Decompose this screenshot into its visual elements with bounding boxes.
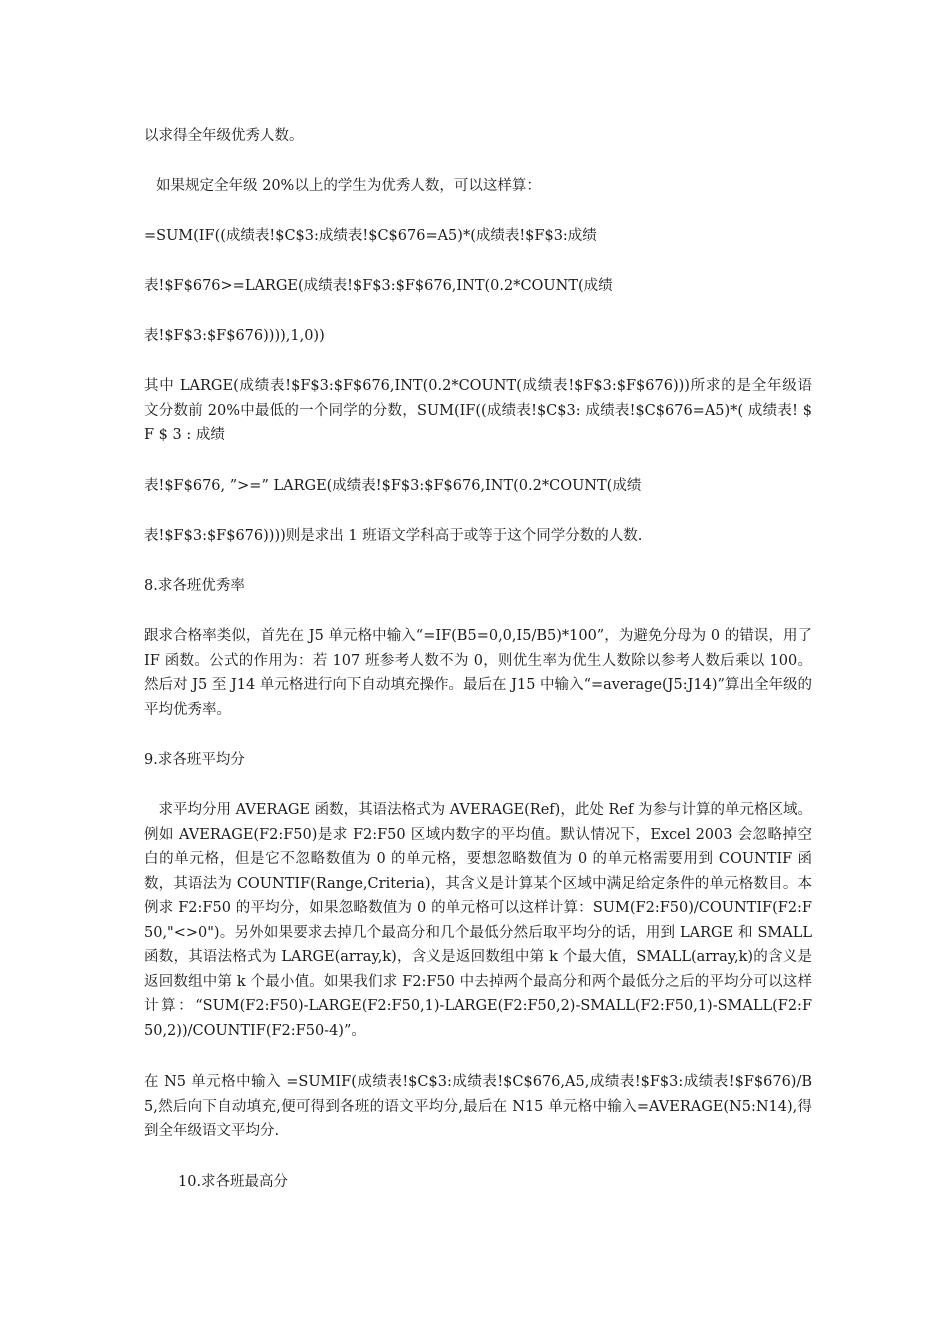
paragraph-intro: 以求得全年级优秀人数。: [144, 128, 304, 144]
section-heading-9: 9.求各班平均分: [144, 752, 245, 768]
formula-line-3: 表!$F$3:$F$676)))),1,0)): [144, 328, 325, 344]
paragraph-formula-continued: 表!$F$676, ”>=” LARGE(成绩表!$F$3:$F$676,INT(0.2*COUNT(成绩: [144, 478, 642, 494]
paragraph-excellence-rule: 如果规定全年级 20%以上的学生为优秀人数，可以这样算：: [156, 178, 541, 194]
section-heading-8: 8.求各班优秀率: [144, 578, 245, 594]
section-heading-10: 10.求各班最高分: [178, 1174, 289, 1190]
paragraph-excellence-rate: 跟求合格率类似，首先在 J5 单元格中输入“=IF(B5=0,0,I5/B5)*100”，为避免分母为 0 的错误，用了 IF 函数。公式的作用为：若 107 班参考人数不为 0，则优生率为优生人数除以参考人数后乘以 100。然后对 J5 至 J14 单元格进行向下自动填充操作。最后在 J15 中输入“=average(J5:J14)”算出全年级的平均优秀率。: [144, 628, 812, 718]
paragraph-large-explanation: 其中 LARGE(成绩表!$F$3:$F$676,INT(0.2*COUNT(成绩表!$F$3:$F$676)))所求的是全年级语文分数前 20%中最低的一个同学的分数，SUM(IF((成绩表!$C$3: 成绩表!$C$676=A5)*( 成绩表! $ F $ 3 : 成绩: [144, 378, 812, 443]
paragraph-formula-result: 表!$F$3:$F$676))))则是求出 1 班语文学科高于或等于这个同学分数的人数.: [144, 528, 643, 544]
formula-line-1: =SUM(IF((成绩表!$C$3:成绩表!$C$676=A5)*(成绩表!$F$3:成绩: [144, 228, 597, 244]
formula-line-2: 表!$F$676>=LARGE(成绩表!$F$3:$F$676,INT(0.2*COUNT(成绩: [144, 278, 613, 294]
paragraph-sumif: 在 N5 单元格中输入 =SUMIF(成绩表!$C$3:成绩表!$C$676,A5,成绩表!$F$3:成绩表!$F$676)/B5,然后向下自动填充,便可得到各班的语文平均分,最后在 N15 单元格中输入=AVERAGE(N5:N14),得到全年级语文平均分.: [144, 1074, 812, 1139]
paragraph-average-score: 求平均分用 AVERAGE 函数，其语法格式为 AVERAGE(Ref)，此处 Ref 为参与计算的单元格区域。例如 AVERAGE(F2:F50)是求 F2:F50 区域内数字的平均值。默认情况下，Excel 2003 会忽略掉空白的单元格，但是它不忽略数值为 0 的单元格，要想忽略数值为 0 的单元格需要用到 COUNTIF 函数，其语法为 COUNTIF(Range,Criteria)，其含义是计算某个区域中满足给定条件的单元格数目。本例求 F2:F50 的平均分，如果忽略数值为 0 的单元格可以这样计算：SUM(F2:F50)/COUNTIF(F2:F50,"<>0")。另外如果要求去掉几个最高分和几个最低分然后取平均分的话，用到 LARGE 和 SMALL 函数，其语法格式为 LARGE(array,k)，含义是返回数组中第 k 个最大值，SMALL(array,k)的含义是返回数组中第 k 个最小值。如果我们求 F2:F50 中去掉两个最高分和两个最低分之后的平均分可以这样计算：“SUM(F2:F50)-LARGE(F2:F50,1)-LARGE(F2:F50,2)-SMALL(F2:F50,1)-SMALL(F2:F50,2))/COUNTIF(F2:F50-4)”。: [144, 802, 812, 1039]
